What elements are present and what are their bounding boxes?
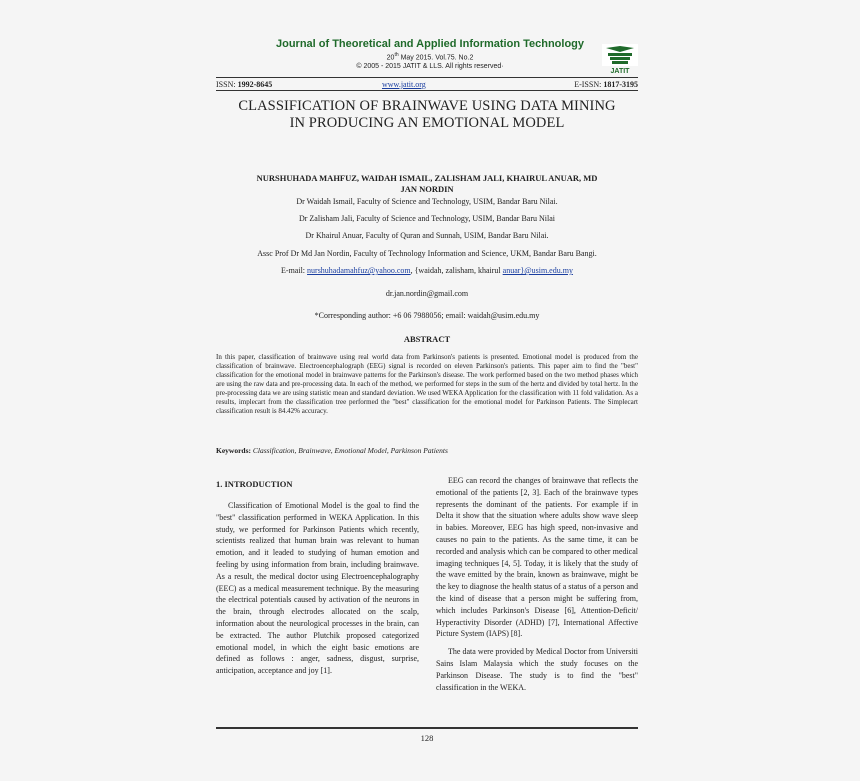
- header-rule-bottom: [216, 90, 638, 91]
- paper-title: [216, 98, 638, 132]
- right-column: [436, 475, 638, 693]
- journal-url-link[interactable]: www.jatit.org: [382, 80, 426, 89]
- journal-copyright: © 2005 - 2015 JATIT & LLS. All rights reserved·: [356, 63, 504, 70]
- email-3: dr.jan.nordin@gmail.com: [385, 289, 469, 298]
- journal-issue: [230, 52, 630, 61]
- intro-paragraph-2: EEG can record the changes of brainwave that reflects the emotional of the patients [2, 3]. Each of the brainwave types represents the dominant of the patients. For example if in Delta it show that the situation where adults show wave sleep in babies. Moreover, EEG has high speed, non-invasive and causes no pain to the patients. As the same time, it can be recorded and analysis which can be compared to other medical imaging techniques [4, 5]. Today, it is likely that the study of the wave emitted by the brain, known as brainwave, might be the key to diagnose the health status of a status of a person and the kind of disease that a person might be suffering from, which includes Parkinson's Disease [6], Attention-Deficit/ Hyperactivity Disorder (ADHD) [7], International Affective Picture System (IAPS) [8].: [436, 476, 638, 639]
- left-column: [216, 500, 419, 677]
- journal-title: Journal of Theoretical and Applied Information Technology: [275, 38, 585, 50]
- affiliation-1: Dr Waidah Ismail, Faculty of Science and Technology, USIM, Bandar Baru Nilai.: [296, 197, 558, 206]
- issue-day-suffix: th: [394, 52, 399, 58]
- footer-rule: [216, 727, 638, 729]
- intro-paragraph-1: Classification of Emotional Model is the goal to find the "best" classification performed in WEKA Application. In this study, we performed for Parkinson Patients which recently, scientists realized that human brain was relevant to human emotion, and it leaded to studying of human emotion and feeling by using information from brain, including brainwave. As a result, the medical doctor using Electroencephalography (EEC) as a medical measurement technique. By the measuring the electrical potentials caused by activation of the neurons in the brain, through electrodes allocated on the scalp, information about the neurological processes in the brain, can be extracted. The author Plutchik proposed categorized emotional model, in which the eight basic emotions are defined as follows : anger, sadness, disgust, surprise, anticipation, acceptance and joy [1].: [216, 501, 419, 676]
- keywords-list: Classification, Brainwave, Emotional Model, Parkinson Patients: [252, 446, 448, 455]
- header-rule-top: [216, 77, 638, 78]
- author-list: [216, 173, 638, 195]
- intro-paragraph-3: The data were provided by Medical Doctor from Universiti Sains Islam Malaysia which the study focuses on the Parkinson Disease. The study is to find the "best" classification in the WEKA.: [436, 647, 638, 692]
- page-number: 128: [420, 733, 434, 743]
- email-line: E-mail: nurshuhadamahfuz@yahoo.com, {waidah, zalisham, khairul anuar}@usim.edu.my: [281, 266, 573, 275]
- corresponding-author: *Corresponding author: +6 06 7988056; email: waidah@usim.edu.my: [314, 311, 540, 320]
- email-2-prefix: {waidah, zalisham, khairul: [414, 266, 503, 275]
- abstract-text: In this paper, classification of brainwave using real world data from Parkinson's patients is presented. Emotional model is produced from the classification of brainwave. Electroencephalograph (EEG) signal is recorded on eleven Parkinson's patients. This paper aim to find the "best" classification for the emotional model in brainwave patterns for the Parkinson's disease. The work performed based on the two method phases which are using the raw data and pre-processing data. In each of the method, we performed for steps in the sum of the hertz and divided by total hertz. In the pre-processing data we are using statistic mean and standard deviation. We used WEKA Application for the classification with 11 fold validation. As a results, implecart from the classification tree performed the "best" classification for the emotional model for Parkinson Patients. The Simplecart classification result is 84.42% accuracy.: [216, 353, 638, 415]
- authors-line-1: NURSHUHADA MAHFUZ, WAIDAH ISMAIL, ZALISHAM JALI, KHAIRUL ANUAR, MD: [256, 173, 598, 183]
- title-line-2: IN PRODUCING AN EMOTIONAL MODEL: [289, 115, 565, 131]
- keywords: [216, 446, 638, 455]
- issue-rest: May 2015. Vol.75. No.2: [398, 54, 474, 62]
- affiliation-3: Dr Khairul Anuar, Faculty of Quran and Sunnah, USIM, Bandar Baru Nilai.: [305, 231, 549, 240]
- keywords-label: Keywords:: [216, 446, 253, 455]
- affiliation-4: Assc Prof Dr Md Jan Nordin, Faculty of Technology Information and Science, UKM, Bandar Baru Bangi.: [257, 249, 597, 258]
- issn: ISSN: 1992-8645: [216, 80, 273, 89]
- title-line-1: CLASSIFICATION OF BRAINWAVE USING DATA MINING: [238, 98, 616, 114]
- section-heading-introduction: 1. INTRODUCTION: [216, 479, 293, 489]
- affiliation-2: Dr Zalisham Jali, Faculty of Science and Technology, USIM, Bandar Baru Nilai: [298, 214, 556, 223]
- email-label: E-mail:: [281, 266, 308, 275]
- email-link-1[interactable]: nurshuhadamahfuz@yahoo.com: [307, 266, 411, 275]
- jatit-logo: [600, 42, 640, 76]
- logo-text: JATIT: [610, 68, 630, 75]
- authors-line-2: JAN NORDIN: [400, 184, 454, 194]
- email-link-2[interactable]: anuar}@usim.edu.my: [502, 266, 573, 275]
- issue-day: 20: [386, 54, 395, 62]
- eissn: E-ISSN: 1817-3195: [574, 80, 638, 89]
- abstract-heading: ABSTRACT: [403, 334, 451, 344]
